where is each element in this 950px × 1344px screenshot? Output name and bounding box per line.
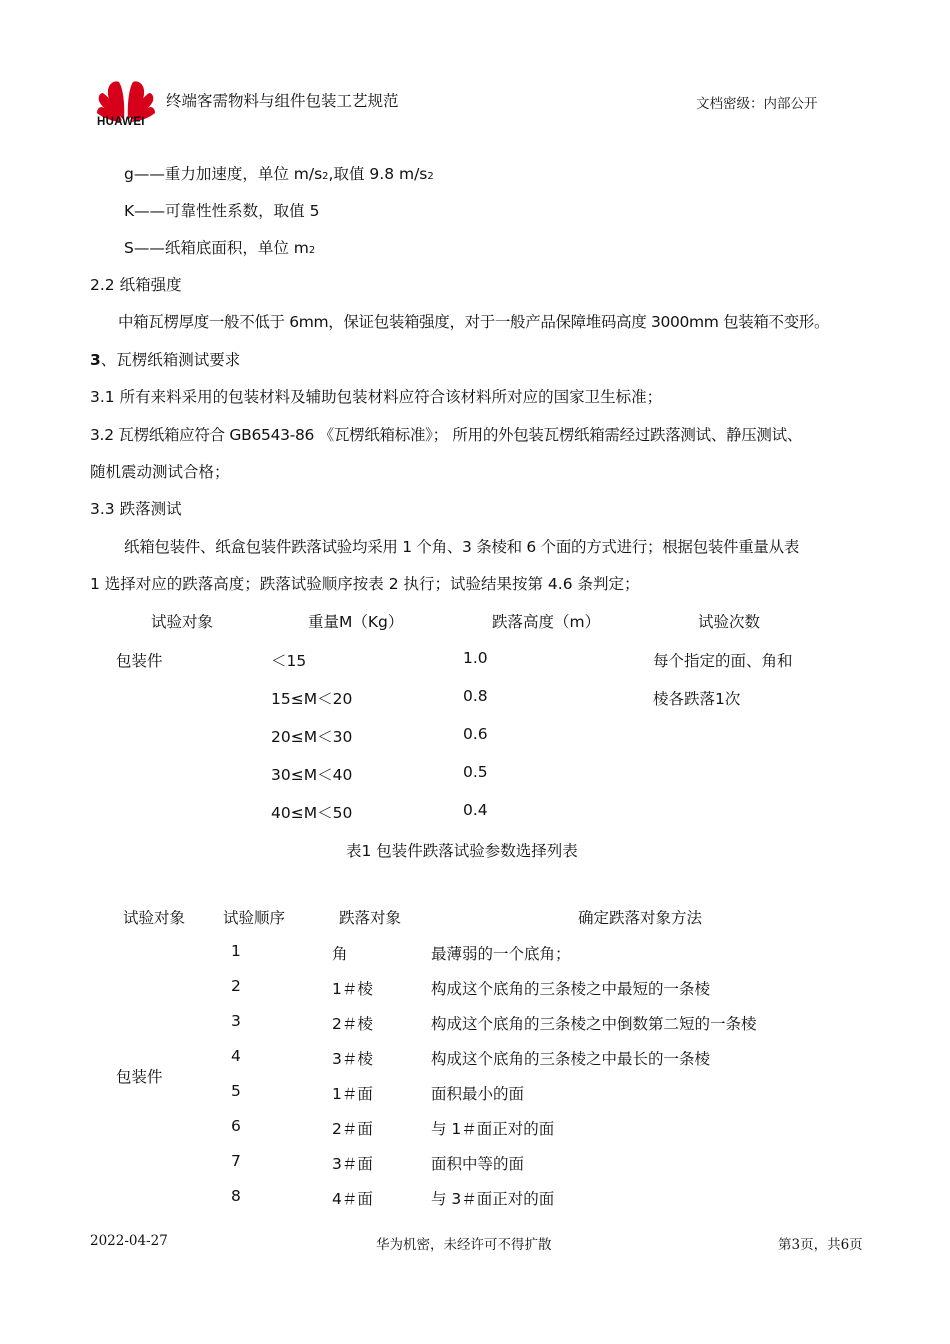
document-classification: 文档密级：内部公开 xyxy=(696,96,818,112)
table-row-target: 角 xyxy=(332,945,348,963)
table-row-target: 2＃面 xyxy=(332,1120,373,1138)
footer-page-number: 第3页，共6页 xyxy=(778,1237,863,1253)
table-row-height: 0.4 xyxy=(463,801,488,819)
table1-count-line2: 棱各跌落1次 xyxy=(653,690,741,708)
table-row-method: 与 3＃面正对的面 xyxy=(431,1190,555,1208)
table-row-method: 与 1＃面正对的面 xyxy=(431,1120,555,1138)
table-row-weight: 40≤M＜50 xyxy=(271,804,353,822)
table-row-method: 最薄弱的一个底角； xyxy=(431,945,571,963)
table-row-target: 4＃面 xyxy=(332,1190,373,1208)
table-row-height: 0.6 xyxy=(463,725,488,743)
table-row-target: 3＃面 xyxy=(332,1155,373,1173)
table1-header-count: 试验次数 xyxy=(698,613,761,631)
table-row-order: 2 xyxy=(231,977,241,995)
table-row-height: 0.5 xyxy=(463,763,488,781)
footer-date: 2022-04-27 xyxy=(90,1233,168,1249)
section-3-3-paragraph-line2: 1 选择对应的跌落高度；跌落试验顺序按表 2 执行；试验结果按第 4.6 条判定； xyxy=(90,575,640,593)
table-row-height: 0.8 xyxy=(463,687,488,705)
table-row-order: 3 xyxy=(231,1012,241,1030)
table-row-target: 1＃棱 xyxy=(332,980,373,998)
table2-header-method: 确定跌落对象方法 xyxy=(578,909,703,927)
table-row-weight: ＜15 xyxy=(271,652,307,670)
table-row-order: 6 xyxy=(231,1117,241,1135)
table-row-order: 5 xyxy=(231,1082,241,1100)
section-3-2-text-line2: 随机震动测试合格； xyxy=(90,463,230,481)
table1-header-object: 试验对象 xyxy=(151,613,214,631)
table-row-method: 面积最小的面 xyxy=(431,1085,525,1103)
table-row-method: 构成这个底角的三条棱之中最长的一条棱 xyxy=(431,1050,711,1068)
section-2-2-paragraph: 中箱瓦楞厚度一般不低于 6mm，保证包装箱强度，对于一般产品保障堆码高度 3000mm 包装箱不变形。 xyxy=(118,313,830,331)
table-row-method: 构成这个底角的三条棱之中倒数第二短的一条棱 xyxy=(431,1015,757,1033)
table1-header-weight: 重量M（Kg） xyxy=(308,613,404,631)
table-row-height: 1.0 xyxy=(463,649,488,667)
s-definition: S——纸箱底面积，单位 m2 xyxy=(124,239,316,257)
table-row-weight: 20≤M＜30 xyxy=(271,728,353,746)
document-title: 终端客需物料与组件包装工艺规范 xyxy=(166,92,399,110)
table2-header-target: 跌落对象 xyxy=(339,909,402,927)
table2-object: 包装件 xyxy=(116,1068,163,1086)
table2-header-object: 试验对象 xyxy=(123,909,186,927)
table-row-order: 8 xyxy=(231,1187,241,1205)
section-2-2-heading: 2.2 纸箱强度 xyxy=(90,276,182,294)
table2-header-order: 试验顺序 xyxy=(223,909,286,927)
table1-object: 包装件 xyxy=(116,652,163,670)
section-3-heading: 3、瓦楞纸箱测试要求 xyxy=(90,351,241,369)
k-definition: K——可靠性性系数，取值 5 xyxy=(124,202,320,220)
section-3-3-heading: 3.3 跌落测试 xyxy=(90,500,182,518)
table1-header-height: 跌落高度（m） xyxy=(492,613,601,631)
table-row-weight: 30≤M＜40 xyxy=(271,766,353,784)
table-row-method: 面积中等的面 xyxy=(431,1155,525,1173)
logo-wordmark: HUAWEI xyxy=(97,116,145,128)
section-3-2-text-line1: 3.2 瓦楞纸箱应符合 GB6543-86 《瓦楞纸箱标准》； 所用的外包装瓦楞纸箱需经过跌落测试、静压测试、 xyxy=(90,426,803,444)
table-row-order: 1 xyxy=(231,942,241,960)
table1-caption: 表1 包装件跌落试验参数选择列表 xyxy=(346,842,578,860)
table-row-method: 构成这个底角的三条棱之中最短的一条棱 xyxy=(431,980,711,998)
table-row-order: 4 xyxy=(231,1047,241,1065)
table-row-target: 1＃面 xyxy=(332,1085,373,1103)
footer-confidential: 华为机密，未经许可不得扩散 xyxy=(376,1237,552,1253)
table-row-target: 2＃棱 xyxy=(332,1015,373,1033)
table1-count-line1: 每个指定的面、角和 xyxy=(653,652,793,670)
table-row-order: 7 xyxy=(231,1152,241,1170)
section-3-1-text: 3.1 所有来料采用的包装材料及辅助包装材料应符合该材料所对应的国家卫生标准； xyxy=(90,388,663,406)
table-row-target: 3＃棱 xyxy=(332,1050,373,1068)
table-row-weight: 15≤M＜20 xyxy=(271,690,353,708)
section-3-3-paragraph-line1: 纸箱包装件、纸盒包装件跌落试验均采用 1 个角、3 条棱和 6 个面的方式进行；根据包装件重量从表 xyxy=(124,538,800,556)
g-definition: g——重力加速度，单位 m/s2,取值 9.8 m/s2 xyxy=(124,165,434,183)
